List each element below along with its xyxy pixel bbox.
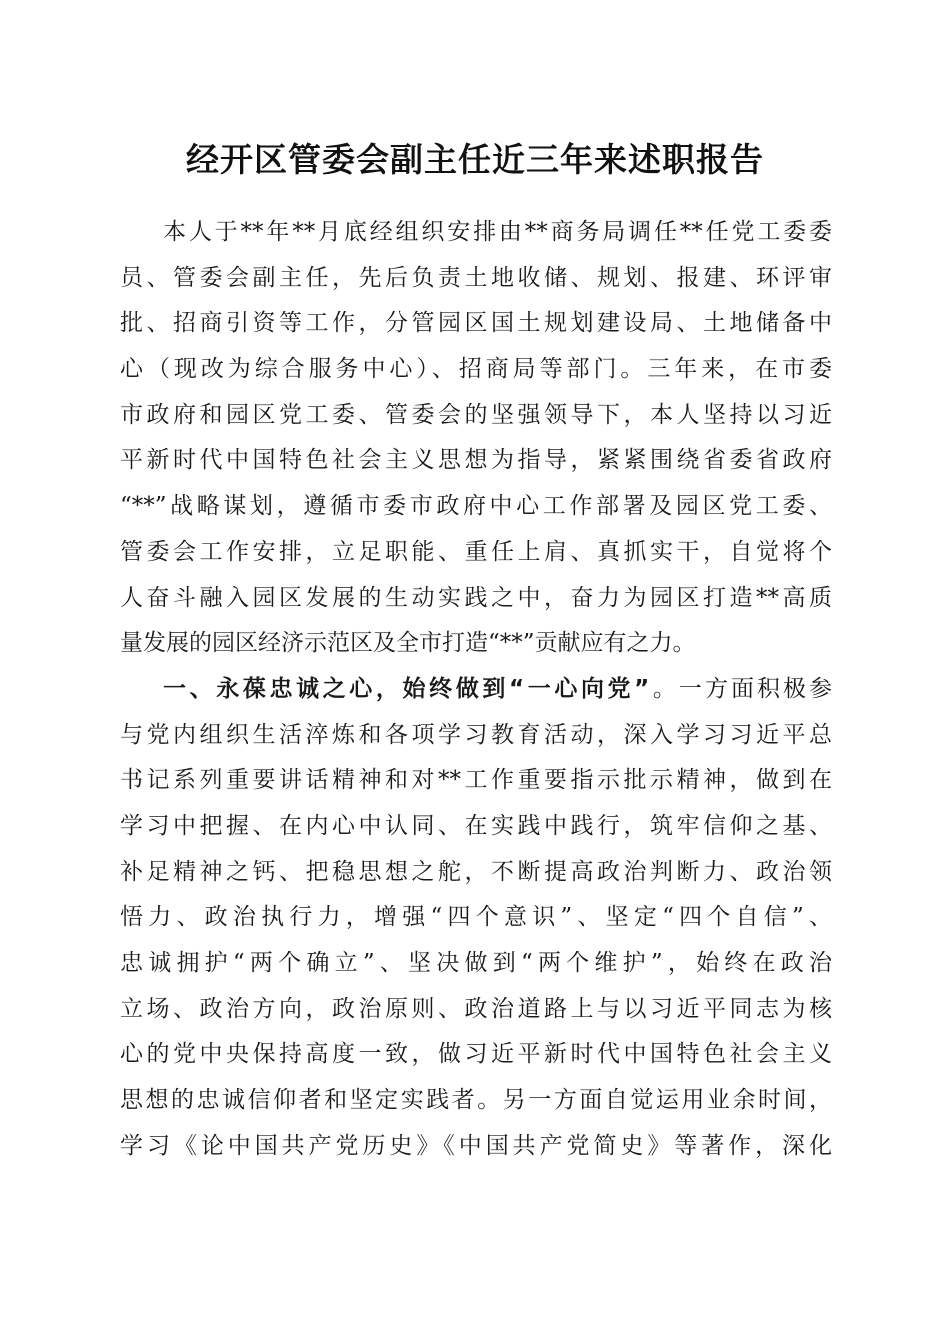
text-line: 忠诚拥护“两个确立”、坚决做到“两个维护”，始终在政治 [120,950,832,976]
text-line: 人奋斗融入园区发展的生动实践之中，奋力为园区打造**高质 [120,584,832,611]
text-line: 学习《论中国共产党历史》《中国共产党简史》等著作，深化 [120,1132,832,1159]
section-heading-line [120,667,832,713]
text-line: 本人于**年**月底经组织安排由**商务局调任**任党工委委 [163,219,832,245]
text-line: “**”战略谋划，遵循市委市政府中心工作部署及园区党工委、 [120,493,832,520]
text-line: 悟力、政治执行力，增强“四个意识”、坚定“四个自信”、 [120,904,832,931]
document-title: 经开区管委会副主任近三年来述职报告 [186,140,764,179]
text-line: 量发展的园区经济示范区及全市打造“**”贡献应有之力。 [120,630,696,657]
text-line: 心的党中央保持高度一致，做习近平新时代中国特色社会主义 [120,1041,832,1068]
section-heading-tail: 。一方面积极参 [649,675,833,702]
text-line: 平新时代中国特色社会主义思想为指导，紧紧围绕省委省政府 [120,447,832,474]
text-line: 心（现改为综合服务中心）、招商局等部门。三年来，在市委 [120,356,832,383]
document-body [120,210,832,1169]
text-line: 管委会工作安排，立足职能、重任上肩、真抓实干，自觉将个 [120,538,832,565]
text-line: 批、招商引资等工作，分管园区国土规划建设局、土地储备中 [120,310,832,337]
text-line: 思想的忠诚信仰者和坚定实践者。另一方面自觉运用业余时间， [120,1087,832,1114]
text-line: 学习中把握、在内心中认同、在实践中践行，筑牢信仰之基、 [120,812,832,839]
text-line: 市政府和园区党工委、管委会的坚强领导下，本人坚持以习近 [120,401,832,428]
text-line: 书记系列重要讲话精神和对**工作重要指示批示精神，做到在 [120,767,832,794]
text-line: 立场、政治方向，政治原则、政治道路上与以习近平同志为核 [120,995,832,1022]
text-line: 员、管委会副主任，先后负责土地收储、规划、报建、环评审 [120,264,832,291]
text-line: 与党内组织生活淬炼和各项学习教育活动，深入学习习近平总 [120,721,832,748]
section-heading: 一、永葆忠诚之心，始终做到“一心向党” [163,675,650,702]
text-line: 补足精神之钙、把稳思想之舵，不断提高政治判断力、政治领 [120,858,832,885]
